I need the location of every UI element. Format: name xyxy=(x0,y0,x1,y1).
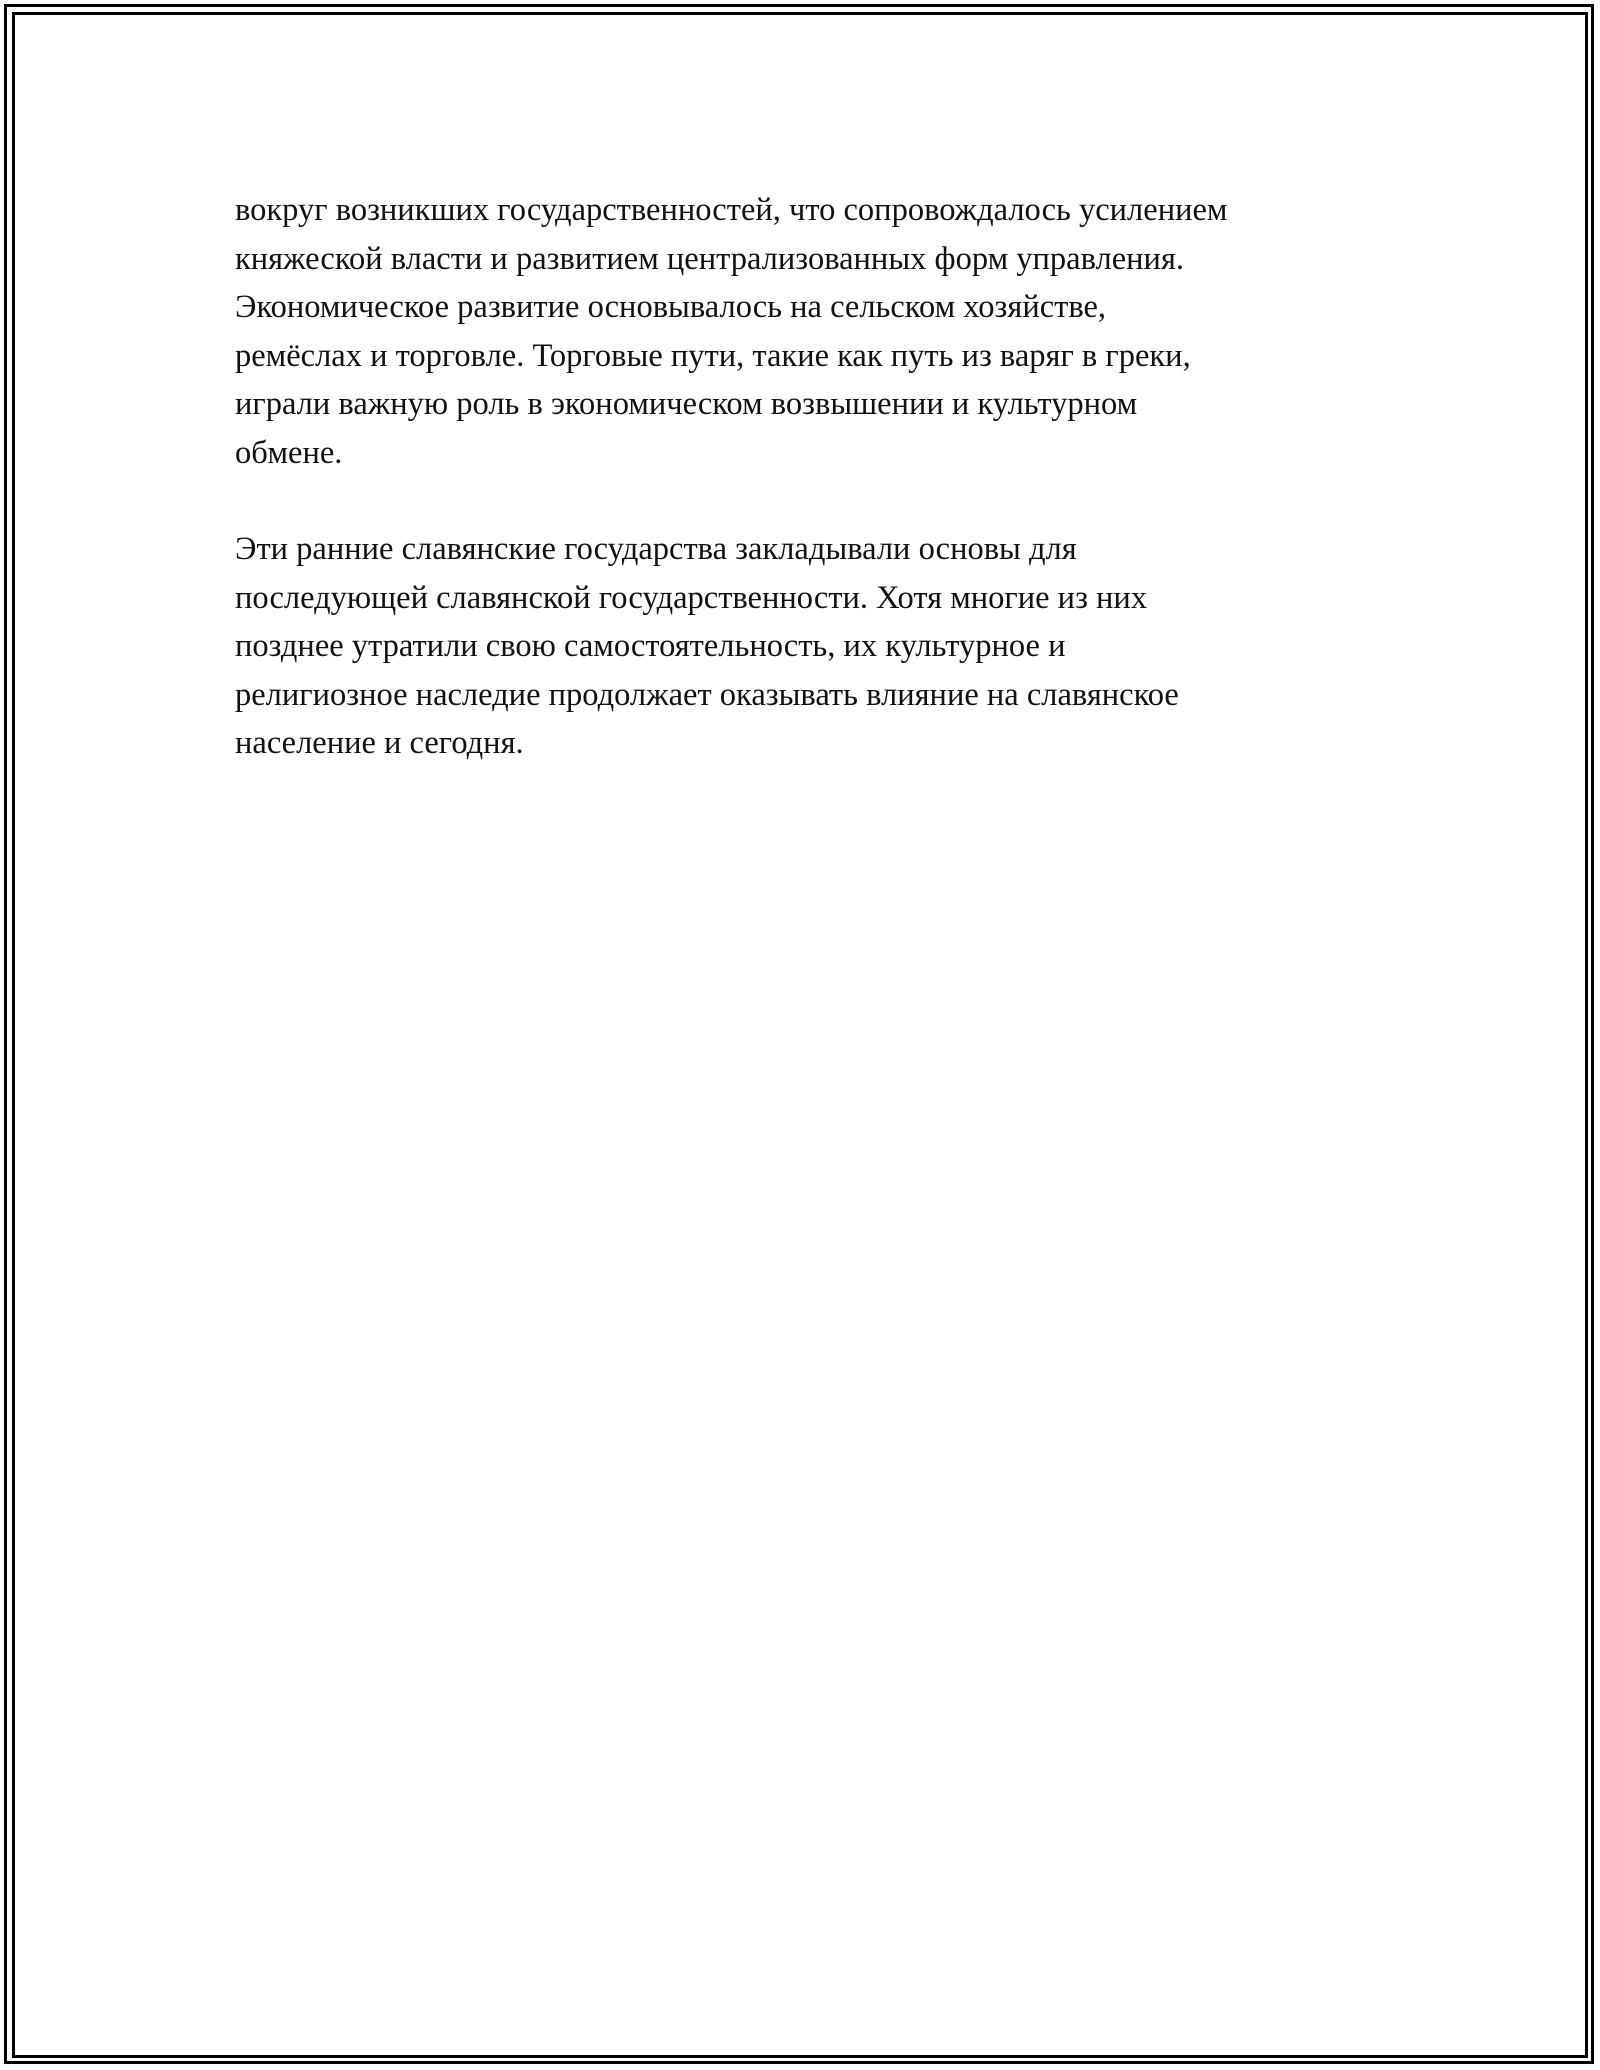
paragraph-line: религиозное наследие продолжает оказывать влияние на славянское xyxy=(235,676,1179,713)
paragraph-line: последующей славянской государственности. Хотя многие из них xyxy=(235,579,1148,616)
paragraph-1 xyxy=(235,186,1385,477)
paragraph-line: Экономическое развитие основывалось на сельском хозяйстве, xyxy=(235,289,1107,325)
paragraph-line: вокруг возникших государственностей, что сопровождалось усилением xyxy=(235,192,1228,228)
paragraph-2 xyxy=(235,525,1385,768)
paragraph-line: позднее утратили свою самостоятельность, их культурное и xyxy=(235,628,1066,664)
paragraph-line: ремёслах и торговле. Торговые пути, такие как путь из варяг в греки, xyxy=(235,337,1191,374)
paragraph-line: Эти ранние славянские государства закладывали основы для xyxy=(235,531,1077,567)
paragraph-line: обмене. xyxy=(235,434,343,471)
paragraph-line: играли важную роль в экономическом возвышении и культурном xyxy=(235,386,1138,422)
document-body xyxy=(235,186,1385,768)
paragraph-line: население и сегодня. xyxy=(235,725,524,761)
paragraph-line: княжеской власти и развитием централизованных форм управления. xyxy=(235,240,1185,277)
